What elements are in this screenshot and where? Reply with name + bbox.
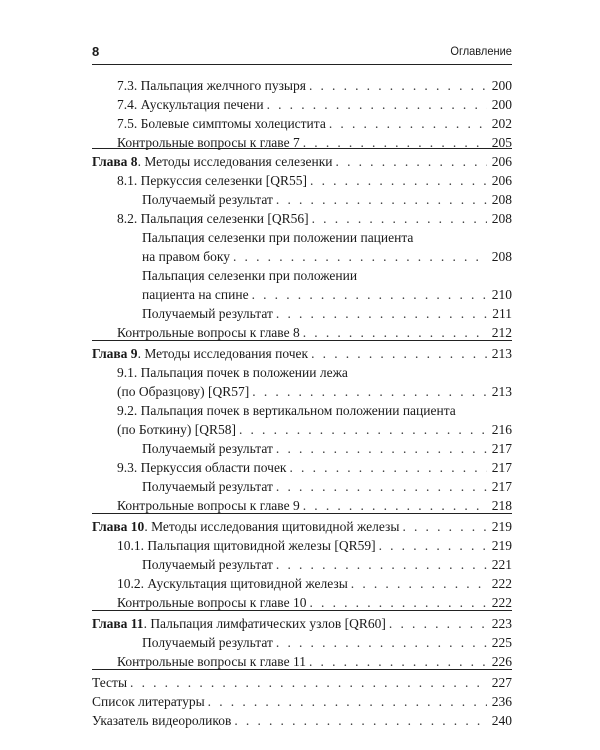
toc-entry-9-3[interactable]: 9.3. Перкуссия области почек . . . 217 [117, 458, 512, 477]
toc-page-number: 219 [491, 538, 512, 553]
toc-entry-9-2-line1[interactable]: 9.2. Пальпация почек в вертикальном положении пациента [117, 403, 456, 418]
chapter-title: . Методы исследования селезенки [137, 154, 333, 169]
toc-entry-9-3-result[interactable]: Получаемый результат . . . 217 [142, 477, 512, 496]
toc-page-number: 217 [491, 479, 512, 494]
toc-page-number: 208 [491, 249, 512, 264]
toc-page-number: 240 [491, 713, 512, 728]
toc-page-number: 212 [491, 325, 512, 340]
toc-page-number: 221 [491, 557, 512, 572]
toc-entry-7-3[interactable]: 7.3. Пальпация желчного пузыря . . . 200 [117, 76, 512, 95]
toc-entry-10-1-result[interactable]: Получаемый результат . . . 221 [142, 555, 512, 574]
toc-entry-7-4[interactable]: 7.4. Аускультация печени . . . 200 [117, 95, 512, 114]
chapter-label: Глава 10 [92, 519, 145, 534]
toc-page-number: 208 [491, 192, 512, 207]
running-title: Оглавление [450, 44, 512, 58]
toc-entry-9-1-line1[interactable]: 9.1. Пальпация почек в положении лежа [117, 365, 348, 380]
toc-page-number: 222 [491, 576, 512, 591]
toc-page-number: 206 [491, 173, 512, 188]
toc-page-number: 217 [491, 441, 512, 456]
toc-entry-questions-11[interactable]: Контрольные вопросы к главе 11 . . . 226 [117, 652, 512, 671]
toc-entry-questions-7[interactable]: Контрольные вопросы к главе 7 . . . 205 [117, 133, 512, 152]
toc-page-number: 208 [491, 211, 512, 226]
toc-entry-8-2-side-line2[interactable]: на правом боку . . . 208 [142, 247, 512, 266]
chapter-label: Глава 11 [92, 616, 144, 631]
toc-chapter-11[interactable] [92, 614, 512, 633]
toc-page-number: 205 [491, 135, 512, 150]
toc-entry-8-1-result[interactable]: Получаемый результат . . . 208 [142, 190, 512, 209]
toc-entry-10-2[interactable]: 10.2. Аускультация щитовидной железы . . . 222 [117, 574, 512, 593]
toc-entry-8-2[interactable]: 8.2. Пальпация селезенки [QR56] . . . 208 [117, 209, 512, 228]
running-header [92, 44, 512, 64]
toc-page-number: 206 [491, 154, 512, 169]
toc-chapter-9[interactable] [92, 344, 512, 363]
toc-entry-9-1-line2[interactable]: (по Образцову) [QR57] . . . 213 [117, 382, 512, 401]
chapter-label: Глава 8 [92, 154, 138, 169]
page-number: 8 [92, 44, 100, 59]
toc-page-number: 216 [491, 422, 512, 437]
toc-page-number: 227 [491, 675, 512, 690]
toc-page-number: 210 [491, 287, 512, 302]
toc-page-number: 211 [492, 306, 512, 321]
toc-entry-10-1[interactable]: 10.1. Пальпация щитовидной железы [QR59] . . . 219 [117, 536, 512, 555]
toc-entry-8-2-side-line1[interactable]: Пальпация селезенки при положении пациента [142, 230, 414, 245]
toc-page-number: 200 [491, 78, 512, 93]
chapter-divider [92, 513, 512, 514]
toc-page-number: 222 [491, 595, 512, 610]
toc-chapter-10[interactable] [92, 517, 512, 536]
toc-page-number: 226 [491, 654, 512, 669]
toc-entry-8-1[interactable]: 8.1. Перкуссия селезенки [QR55] . . . 206 [117, 171, 512, 190]
toc-entry-questions-10[interactable]: Контрольные вопросы к главе 10 . . . 222 [117, 593, 512, 612]
toc-entry-7-5[interactable]: 7.5. Болевые симптомы холецистита . . . 202 [117, 114, 512, 133]
toc-page-number: 223 [491, 616, 512, 631]
toc-entry-8-2-result[interactable]: Получаемый результат . . . 211 [142, 304, 512, 323]
toc-entry-videos[interactable]: Указатель видеороликов . . . 240 [92, 711, 512, 730]
toc-page-number: 202 [491, 116, 512, 131]
toc-chapter-8[interactable] [92, 152, 512, 171]
toc-entry-9-2-line2[interactable]: (по Боткину) [QR58] . . . 216 [117, 420, 512, 439]
toc-page-number: 219 [491, 519, 512, 534]
toc-page-number: 213 [491, 346, 512, 361]
toc-entry-8-2-back-line1[interactable]: Пальпация селезенки при положении [142, 268, 358, 283]
toc-entry-questions-9[interactable]: Контрольные вопросы к главе 9 . . . 218 [117, 496, 512, 515]
chapter-title: . Методы исследования почек [137, 346, 309, 361]
toc-page-number: 217 [491, 460, 512, 475]
toc-page-number: 225 [491, 635, 512, 650]
chapter-divider [92, 148, 512, 149]
toc-page-number: 213 [491, 384, 512, 399]
header-rule [92, 64, 512, 65]
chapter-title: . Методы исследования щитовидной железы [144, 519, 400, 534]
toc-entry-8-2-back-line2[interactable]: пациента на спине . . . 210 [142, 285, 512, 304]
toc-entry-tests[interactable]: Тесты . . . 227 [92, 673, 512, 692]
chapter-divider [92, 340, 512, 341]
chapter-title: . Пальпация лимфатических узлов [QR60] [143, 616, 386, 631]
toc-page-number: 200 [491, 97, 512, 112]
toc-entry-questions-8[interactable]: Контрольные вопросы к главе 8 . . . 212 [117, 323, 512, 342]
chapter-divider [92, 610, 512, 611]
chapter-label: Глава 9 [92, 346, 138, 361]
toc-entry-literature[interactable]: Список литературы . . . 236 [92, 692, 512, 711]
toc-entry-9-2-result[interactable]: Получаемый результат . . . 217 [142, 439, 512, 458]
toc-page-number: 218 [491, 498, 512, 513]
chapter-divider [92, 669, 512, 670]
toc-entry-11-result[interactable]: Получаемый результат . . . 225 [142, 633, 512, 652]
toc-page-number: 236 [491, 694, 512, 709]
